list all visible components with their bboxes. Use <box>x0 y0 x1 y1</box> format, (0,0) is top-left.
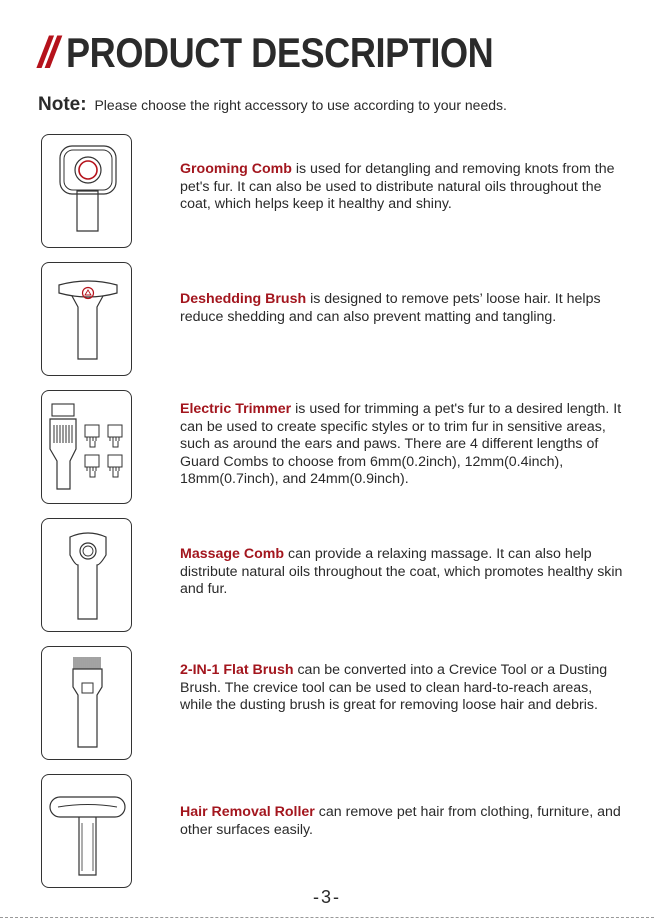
page-header <box>38 30 563 76</box>
item-text: can provide a relaxing massage. It can also help distribute natural oils throughout the coat, which promotes healthy skin and fur. <box>180 546 623 598</box>
item-text: can remove pet hair from clothing, furniture, and other surfaces easily. <box>180 804 621 838</box>
hair-removal-roller-icon <box>42 775 133 889</box>
item-name: Grooming Comb <box>180 161 292 177</box>
item-name: Deshedding Brush <box>180 291 307 307</box>
flat-brush-description <box>180 662 625 715</box>
item-name: Hair Removal Roller <box>180 804 315 820</box>
grooming-comb-icon <box>42 135 133 249</box>
massage-comb-image <box>41 518 132 632</box>
grooming-comb-description <box>180 161 625 214</box>
electric-trimmer-description <box>180 401 625 489</box>
grooming-comb-image <box>41 134 132 248</box>
flat-brush-icon <box>42 647 133 761</box>
item-name: Electric Trimmer <box>180 401 292 417</box>
item-name: 2-IN-1 Flat Brush <box>180 662 294 678</box>
title-slashes: // <box>38 28 55 77</box>
deshedding-brush-description <box>180 291 625 326</box>
deshedding-brush-icon <box>42 263 133 377</box>
note <box>38 94 507 116</box>
hair-removal-roller-description <box>180 804 625 839</box>
item-text: is designed to remove pets’ loose hair. It helps reduce shedding and can also prevent matting and tangling. <box>180 291 601 325</box>
page-number: -3- <box>313 887 341 907</box>
electric-trimmer-icon <box>42 391 133 505</box>
flat-brush-image <box>41 646 132 760</box>
item-text: is used for trimming a pet's fur to a desired length. It can be used to create specific styles or to trim fur in sensitive areas, such as around the ears and paws. There are 4 different lengths of Guard Combs to choose from 6mm(0.2inch), 12mm(0.4inch), 18mm(0.7inch), and 24mm(0.9inch). <box>180 401 622 488</box>
page-title: PRODUCT DESCRIPTION <box>66 29 494 76</box>
electric-trimmer-image <box>41 390 132 504</box>
page-bottom-divider <box>0 917 654 918</box>
massage-comb-description <box>180 546 625 599</box>
hair-removal-roller-image <box>41 774 132 888</box>
massage-comb-icon <box>42 519 133 633</box>
note-label: Note: <box>38 94 87 115</box>
item-text: can be converted into a Crevice Tool or a Dusting Brush. The crevice tool can be used to clean hard-to-reach areas, while the dusting brush is great for removing loose hair and debris. <box>180 662 608 714</box>
deshedding-brush-image <box>41 262 132 376</box>
item-text: is used for detangling and removing knots from the pet's fur. It can also be used to distribute natural oils throughout the coat, which helps keep it healthy and shiny. <box>180 161 615 213</box>
note-text: Please choose the right accessory to use according to your needs. <box>94 97 507 113</box>
item-name: Massage Comb <box>180 546 285 562</box>
